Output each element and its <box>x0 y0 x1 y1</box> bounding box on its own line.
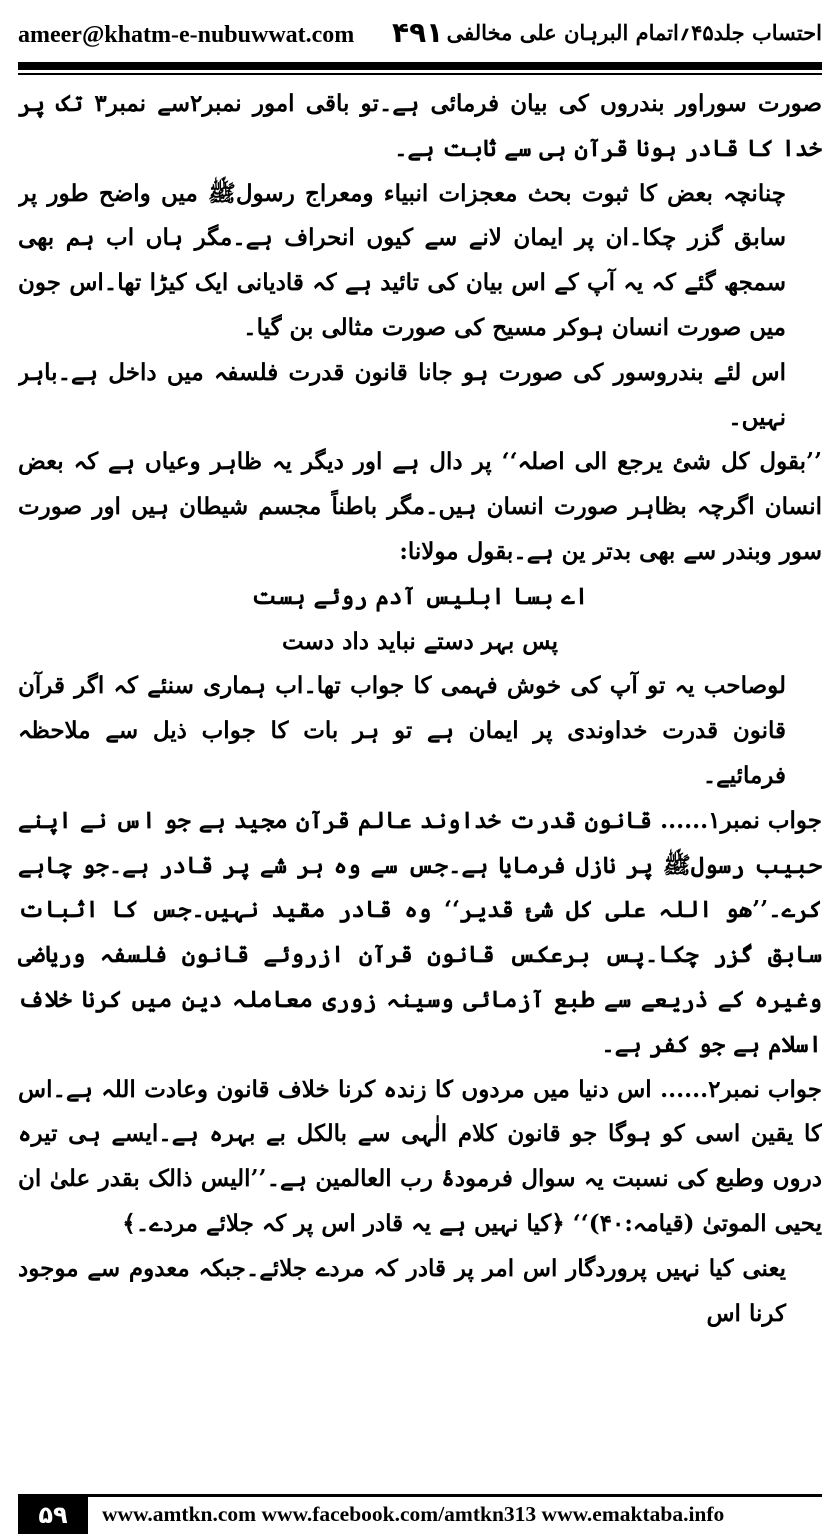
answer-2-text: اس دنیا میں مردوں کا زندہ کرنا خلاف قانون وعادت اللہ ہے۔اس کا یقین اسی کو ہوگا جو قانون کلام الٰہی سے بالکل بے بہرہ ہے۔ایسے ہی تیرہ دروں وطبع کی نسبت یہ سوال فرمودۂ رب العالمین ہے۔’’الیس ذالک بقدر علیٰ ان یحیی الموتیٰ (قیامہ:۴۰)‘‘ ﴿کیا نہیں ہے یہ قادر اس پر کہ جلائے مردے۔﴾ <box>18 1075 822 1237</box>
header-page-number: ۴۹۱ <box>392 16 444 49</box>
answer-1-text: قانون قدرت خداوند عالم قرآن مجید ہے جو اس نے اپنے حبیب رسولﷺ پر نازل فرمایا ہے۔جس سے وہ ہر شے پر قادر ہے۔جو چاہے کرے۔’’ھو اللہ علی کل شئ قدیر‘‘ وہ قادر مقید نہیں۔جس کا اثبات سابق گزر چکا۔پس برعکس قانون قرآن ازروئے قانون فلسفہ وریاضی وغیرہ کے ذریعے سے طبع آزمائی وسینہ زوری معاملہ دین میں کرنا خلاف اسلام ہے جو کفر ہے۔ <box>18 806 822 1058</box>
verse-2-text: پس بہر دستے نباید داد دست <box>281 627 559 655</box>
page-body <box>18 82 822 1478</box>
verse-line-1 <box>18 575 822 620</box>
page-header <box>18 14 822 58</box>
header-rule-thin <box>18 73 822 75</box>
paragraph-1: صورت سوراور بندروں کی بیان فرمائی ہے۔تو باقی امور نمبر۲سے نمبر۳ تک پر خدا کا قادر ہونا قرآن ہی سے ثابت ہے۔ <box>18 90 822 162</box>
footer-rule <box>18 1494 822 1497</box>
page-footer <box>18 1494 822 1534</box>
running-title: احتساب جلد۴۵؍اتمام البرہان علی مخالفی <box>446 20 822 45</box>
answer-2-label: جواب نمبر۲...... <box>660 1075 822 1103</box>
answer-1 <box>18 799 822 1068</box>
header-rule <box>18 62 822 70</box>
answer-1-label: جواب نمبر۱...... <box>660 806 822 834</box>
paragraph-5: لوصاحب یہ تو آپ کی خوش فہمی کا جواب تھا۔اب ہماری سنئے کہ اگر قرآن قانون قدرت خداوندی پر ایمان ہے تو ہر بات کا جواب ذیل سے ملاحظہ فرمائیے۔ <box>18 672 786 789</box>
paragraph-4: ’’بقول کل شئ یرجع الی اصلہ‘‘ پر دال ہے اور دیگر یہ ظاہر وعیاں ہے کہ بعض انسان اگرچہ بظاہر صورت انسان ہیں۔مگر باطناً مجسم شیطان ہیں اور صورت سور وبندر سے بھی بدتر ین ہے۔بقول مولانا: <box>18 448 822 565</box>
paragraph-2: چنانچہ بعض کا ثبوت بحث معجزات انبیاء ومعراج رسولﷺ میں واضح طور پر سابق گزر چکا۔ان پر ایمان لانے سے کیوں انحراف ہے۔مگر ہاں اب ہم بھی سمجھ گئے کہ یہ آپ کے اس بیان کی تائید ہے کہ قادیانی ایک کیڑا تھا۔اس جون میں صورت انسان ہوکر مسیح کی صورت مثالی بن گیا۔ <box>18 179 786 341</box>
verse-1-text: اے بسا ابلیس آدم روئے ہست <box>251 582 589 610</box>
paragraph-3: اس لئے بندروسور کی صورت ہو جانا قانون قدرت فلسفہ میں داخل ہے۔باہر نہیں۔ <box>18 358 786 431</box>
header-email[interactable]: ameer@khatm-e-nubuwwat.com <box>18 22 355 48</box>
verse-line-2 <box>18 620 822 665</box>
paragraph-6: یعنی کیا نہیں پروردگار اس امر پر قادر کہ مردے جلائے۔جبکہ معدوم سے موجود کرنا اس <box>18 1254 786 1327</box>
footer-links[interactable]: www.amtkn.com www.facebook.com/amtkn313 www.emaktaba.info <box>102 1502 725 1526</box>
footer-page-number: ۵۹ <box>18 1496 88 1534</box>
answer-2 <box>18 1068 822 1247</box>
